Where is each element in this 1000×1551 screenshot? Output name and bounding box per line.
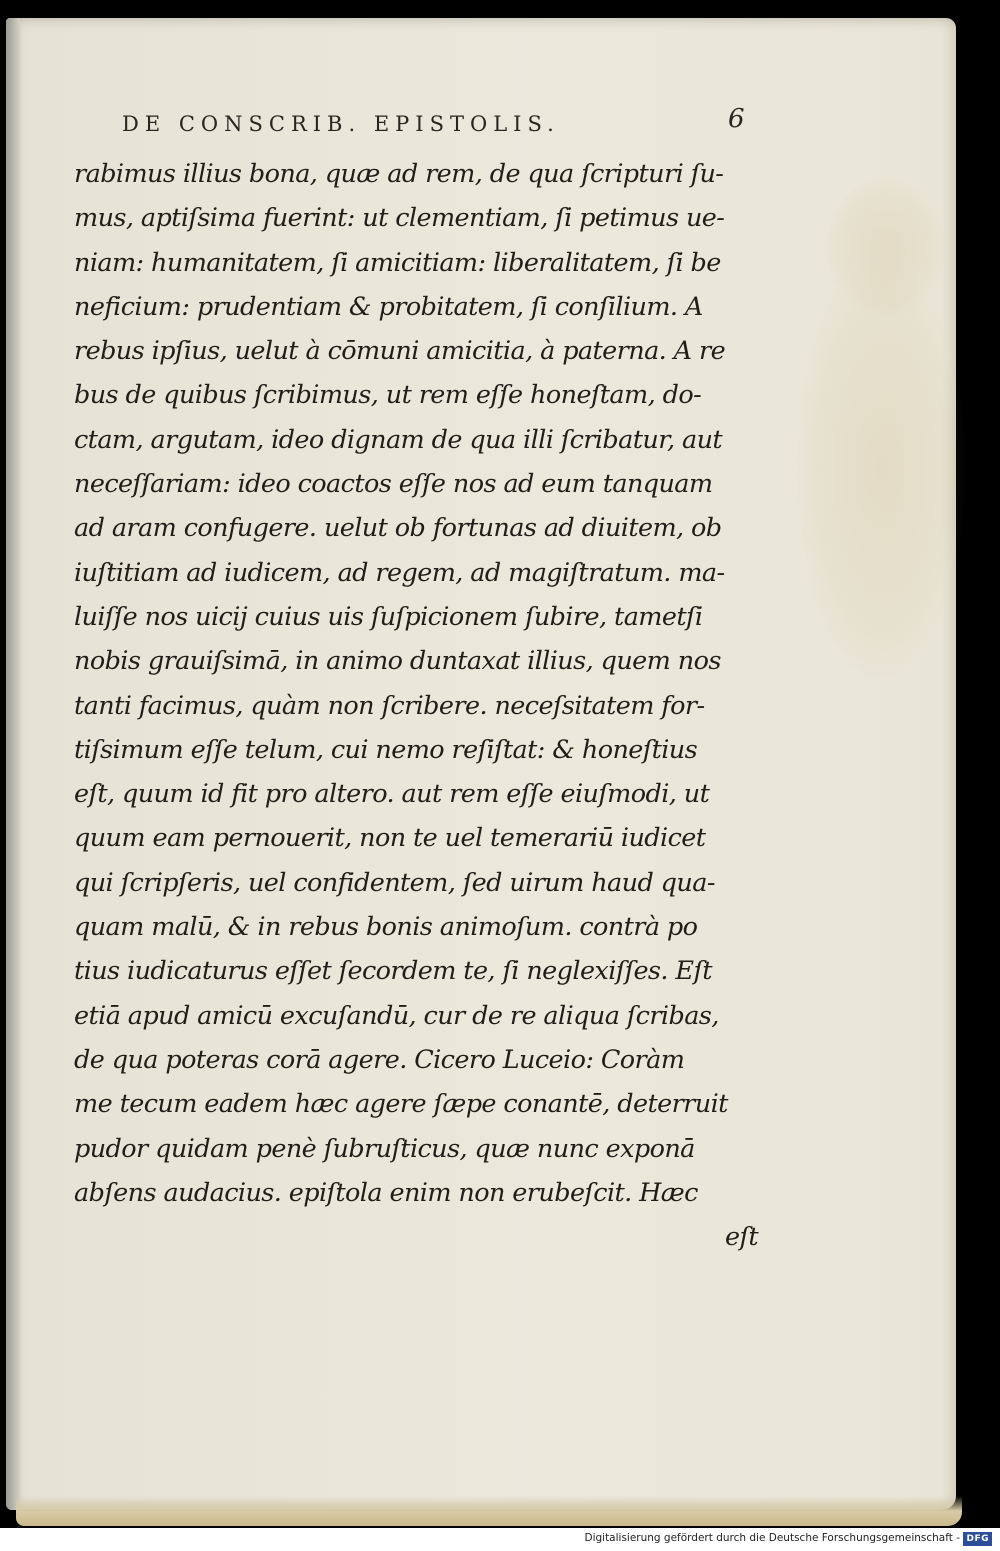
text-line: mus, aptiſsima fuerint: ut clementiam, ſi petimus ue- (74, 203, 725, 234)
text-line: quum eam pernouerit, non te uel temerariū iudicet (74, 823, 706, 854)
text-line: neficium: prudentiam & probitatem, ſi conſilium. A (74, 291, 703, 322)
water-stain (796, 258, 966, 678)
dfg-logo: DFG (963, 1532, 992, 1546)
body-text (74, 152, 764, 1259)
funding-credit: Digitalisierung gefördert durch die Deutsche Forschungsgemeinschaft - (584, 1532, 960, 1544)
running-title: DE CONSCRIB. EPISTOLIS. (122, 112, 560, 136)
text-line: rebus ipſius, uelut à cōmuni amicitia, à paterna. A re (74, 336, 726, 367)
running-head (122, 106, 762, 146)
text-line: abſens audacius. epiſtola enim non erubeſcit. Hæc (74, 1177, 698, 1208)
text-line: pudor quidam penè ſubruſticus, quæ nunc exponā (74, 1133, 695, 1164)
text-line: qui ſcripſeris, uel confidentem, ſed uirum haud qua- (74, 867, 715, 898)
page-number: 6 (728, 104, 745, 134)
text-line: ctam, argutam, ideo dignam de qua illi ſcribatur, aut (74, 424, 723, 455)
text-line: niam: humanitatem, ſi amicitiam: liberalitatem, ſi be (74, 247, 721, 278)
text-line: rabimus illius bona, quæ ad rem, de qua ſcripturi ſu- (74, 159, 724, 189)
text-line: etiā apud amicū excuſandū, cur de re aliqua ſcribas, (74, 1000, 719, 1031)
text-line: tanti facimus, quàm non ſcribere. neceſsitatem for- (74, 690, 705, 721)
water-stain (826, 178, 946, 318)
text-line: tius iudicaturus eſſet ſecordem te, ſi neglexiſſes. Eſt (74, 956, 712, 987)
text-line: ad aram confugere. uelut ob fortunas ad diuitem, ob (74, 513, 722, 544)
footer-bar (0, 1528, 1000, 1551)
text-line: tiſsimum eſſe telum, cui nemo reſiſtat: & honeſtius (74, 734, 698, 765)
text-line: nobis grauiſsimā, in animo duntaxat illius, quem nos (74, 646, 721, 677)
text-line: de qua poteras corā agere. Cicero Luceio: Coràm (74, 1044, 685, 1075)
catchword: eſt (725, 1222, 758, 1253)
text-line: iuſtitiam ad iudicem, ad regem, ad magiſtratum. ma- (74, 557, 725, 588)
text-line: luiſſe nos uicij cuius uis ſuſpicionem ſubire, tametſi (74, 601, 703, 632)
text-line: eſt, quum id fit pro altero. aut rem eſſe eiuſmodi, ut (74, 779, 710, 810)
page-bottom-edge (16, 1496, 962, 1526)
text-line: quam malū, & in rebus bonis animoſum. contrà po (74, 912, 698, 943)
text-line: me tecum eadem hæc agere ſæpe conantē, deterruit (74, 1089, 728, 1120)
page-gutter (6, 18, 20, 1510)
text-line: bus de quibus ſcribimus, ut rem eſſe honeſtam, do- (74, 380, 702, 411)
text-line: neceſſariam: ideo coactos eſſe nos ad eum tanquam (74, 469, 713, 500)
